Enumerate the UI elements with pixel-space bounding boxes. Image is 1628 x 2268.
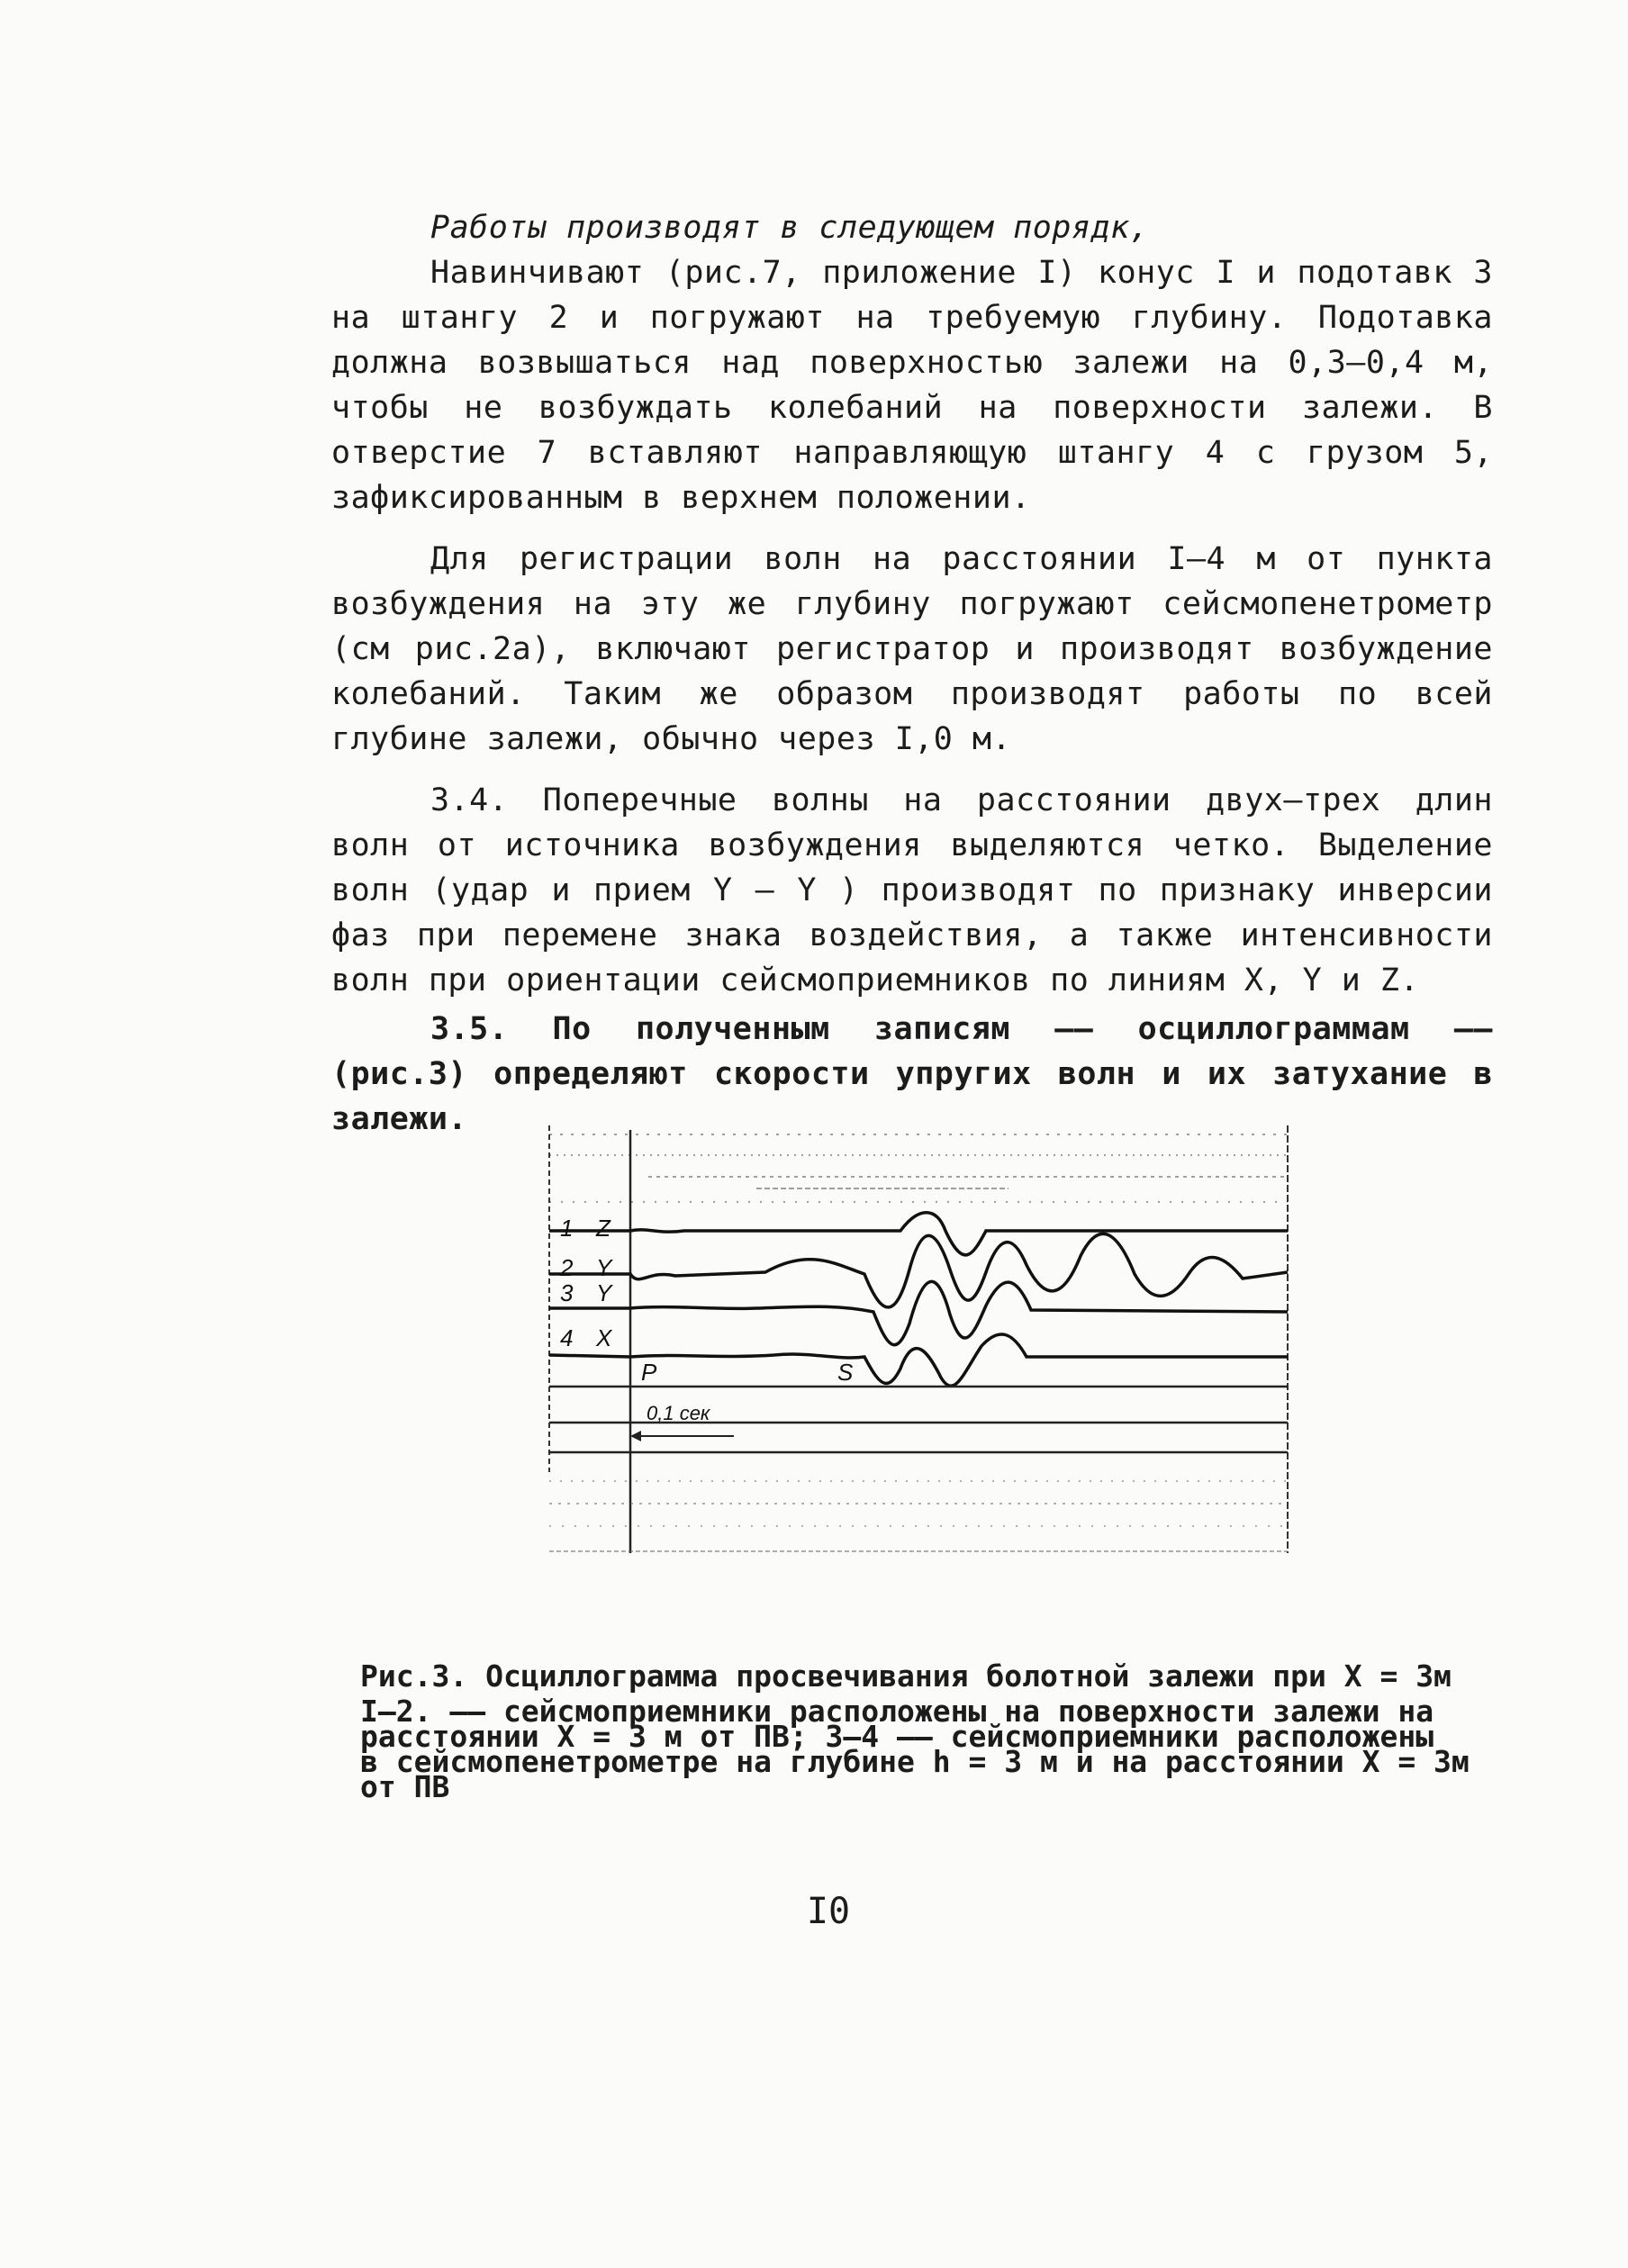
caption-line-2: I–2. –– сейсмоприемники расположены на поверхности залежи на — [360, 1694, 1434, 1729]
page-number: I0 — [806, 1891, 851, 1932]
channel-3-axis: Y — [596, 1279, 612, 1306]
channel-4-number: 4 — [560, 1324, 574, 1351]
channel-3-number: 3 — [560, 1279, 574, 1306]
paragraph-procedure: Навинчивают (рис.7, приложение I) конус I и подотавк 3 на штангу 2 и погружают на требуемую глубину. Подотавка должна возвышаться над поверхностью залежи на 0,3–0,4 м, чтобы не возбуждать колебаний на поверхности залежи. В отверстие 7 вставляют направляющую штангу 4 с грузом 5, зафиксированным в верхнем положении. — [331, 255, 1493, 516]
figure-caption — [360, 1658, 1495, 1804]
paragraph-3-4: 3.4. Поперечные волны на расстоянии двух–трех длин волн от источника возбуждения выделяются четко. Выделение волн (удар и прием Y – Y ) производят по признаку инверсии фаз при перемене знака воздействия, а также интенсивности волн при ориентации сейсмоприемников по линиям X, Y и Z. — [331, 782, 1493, 998]
channel-2-number: 2 — [560, 1254, 574, 1281]
paragraph-3-5: 3.5. По полученным записям –– осциллограммам –– (рис.3) определяют скорости упругих волн и их затухание в залежи. — [331, 1011, 1493, 1137]
p-wave-label: P — [641, 1359, 657, 1386]
s-wave-label: S — [837, 1359, 854, 1386]
caption-title: Рис.3. Осциллограмма просвечивания болотной залежи при X = 3м — [360, 1658, 1452, 1694]
caption-line-3: расстоянии X = 3 м от ПВ; 3–4 –– сейсмоприемники расположены — [360, 1719, 1434, 1754]
channel-1-axis: Z — [596, 1215, 610, 1242]
caption-line-4: в сейсмопенетрометре на глубине h = 3 м и на расстоянии X = 3м — [360, 1744, 1470, 1779]
paragraph-registration: Для регистрации волн на расстоянии I–4 м от пункта возбуждения на эту же глубину погружают сейсмопенетрометр (см рис.2а), включают регистратор и производят возбуждение колебаний. Таким же образом производят работы по всей глубине залежи, обычно через I,0 м. — [331, 541, 1493, 757]
channel-1-number: 1 — [560, 1215, 574, 1242]
channel-4-axis: X — [596, 1324, 612, 1351]
oscillogram-image — [540, 1121, 1297, 1562]
time-mark-arrowhead — [630, 1431, 641, 1441]
body-text — [331, 205, 1493, 1142]
timing-noise-top — [549, 1134, 1288, 1202]
trace-channel-1 — [549, 1213, 1288, 1255]
channel-2-axis: Y — [596, 1254, 612, 1281]
trace-channel-3 — [549, 1281, 1288, 1344]
trace-channel-4 — [549, 1334, 1288, 1386]
intro-line: Работы производят в следующем порядк, — [430, 210, 1150, 246]
timing-noise-bottom — [549, 1481, 1288, 1551]
caption-line-5: от ПВ — [360, 1769, 450, 1804]
oscillogram-figure — [540, 1121, 1297, 1562]
time-mark-label: 0,1 сек — [647, 1402, 710, 1424]
